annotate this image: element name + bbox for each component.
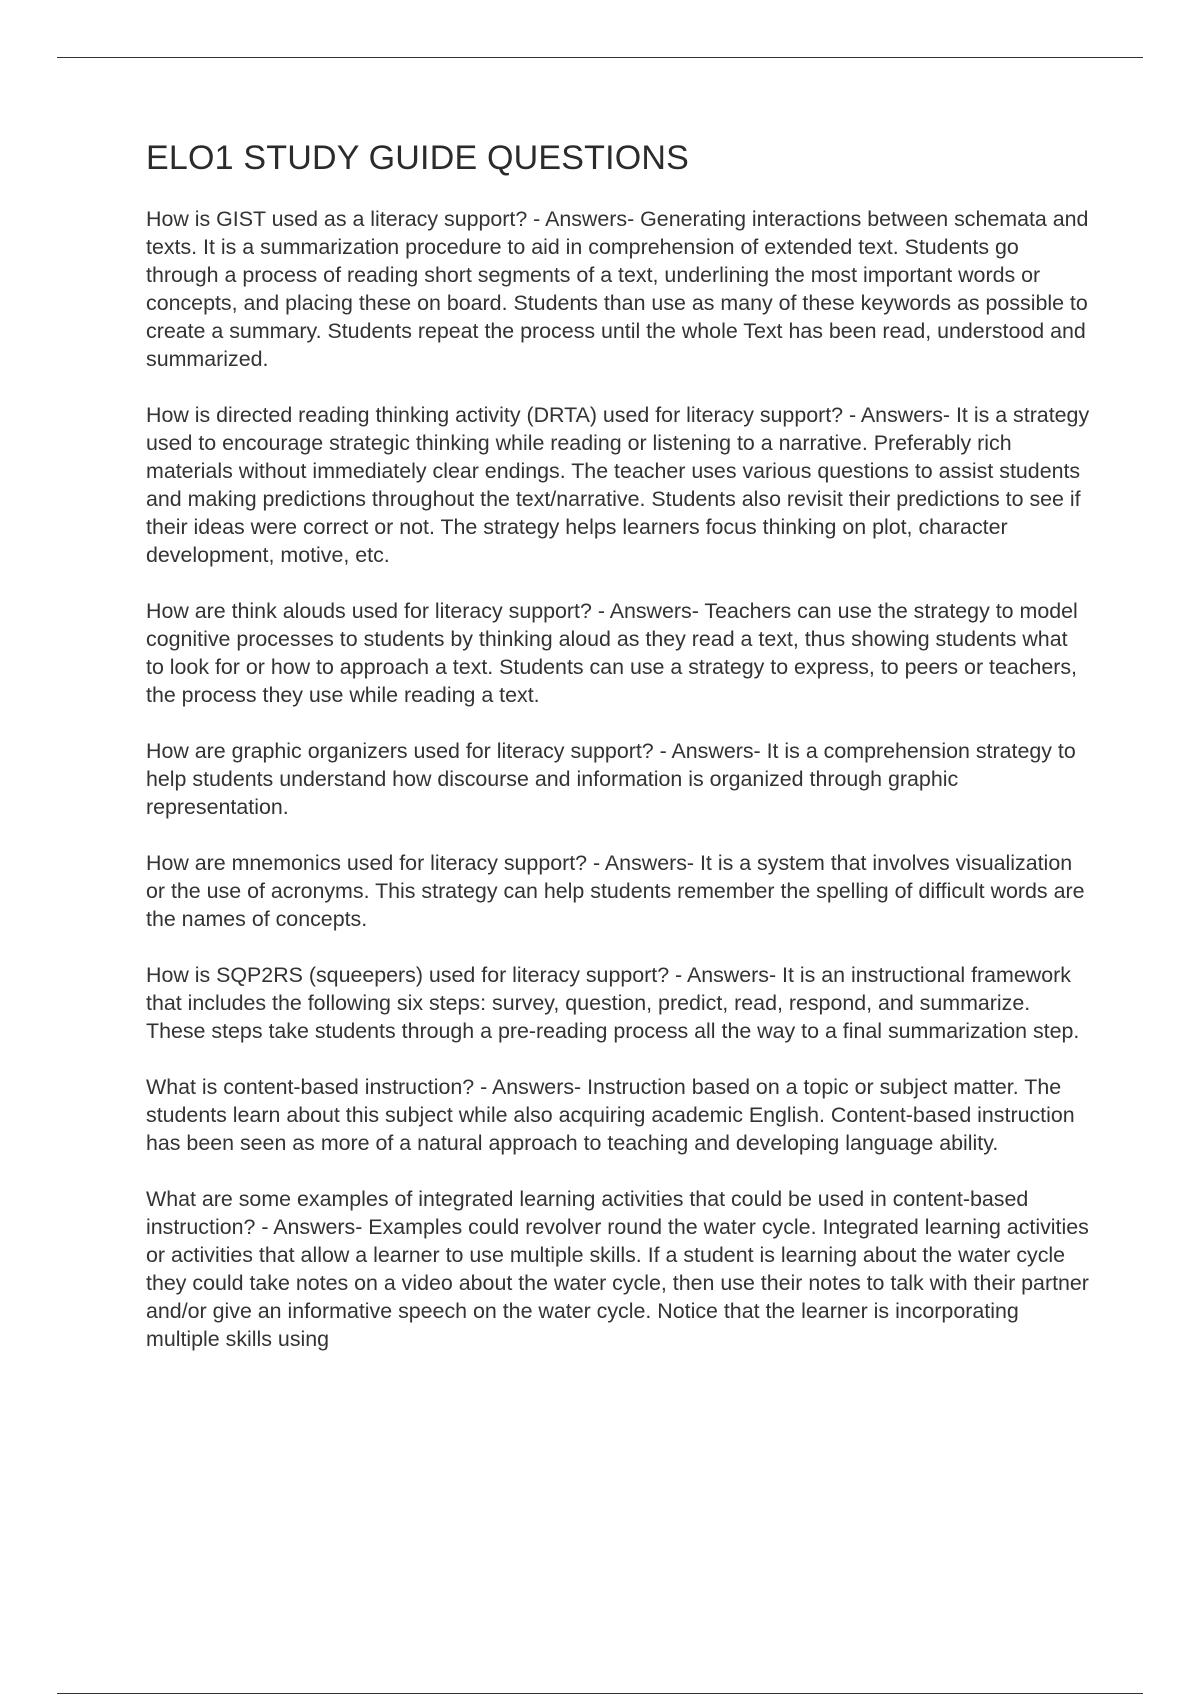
qa-entry-think-alouds: How are think alouds used for literacy support? - Answers- Teachers can use the strategy to model cognitive processes to students by thinking aloud as they read a text, thus showing students what to look for or how to approach a text. Students can use a strategy to express, to peers or teachers, the process they use while reading a text. xyxy=(146,598,1078,707)
qa-entry-integrated-learning: What are some examples of integrated learning activities that could be used in content-based instruction? - Answers- Examples could revolver round the water cycle. Integrated learning activities or activities that allow a learner to use multiple skills. If a student is learning about the water cycle they could take notes on a video about the water cycle, then use their notes to talk with their partner and/or give an informative speech on the water cycle. Notice that the learner is incorporating multiple skills using xyxy=(146,1186,1089,1351)
page-title: ELO1 STUDY GUIDE QUESTIONS xyxy=(146,139,690,177)
qa-entry-sqp2rs: How is SQP2RS (squeepers) used for literacy support? - Answers- It is an instructional framework that includes the following six steps: survey, question, predict, read, respond, and summarize. These steps take students through a pre-reading process all the way to a final summarization step. xyxy=(146,962,1080,1043)
qa-entry-mnemonics: How are mnemonics used for literacy support? - Answers- It is a system that involves visualization or the use of acronyms. This strategy can help students remember the spelling of difficult words are the names of concepts. xyxy=(146,850,1085,931)
top-divider xyxy=(57,57,1143,58)
qa-entry-content-based-instruction: What is content-based instruction? - Answers- Instruction based on a topic or subject matter. The students learn about this subject while also acquiring academic English. Content-based instruction has been seen as more of a natural approach to teaching and developing language ability. xyxy=(146,1074,1075,1155)
qa-entry-graphic-organizers: How are graphic organizers used for literacy support? - Answers- It is a comprehension strategy to help students understand how discourse and information is organized through graphic representation. xyxy=(146,738,1076,819)
bottom-divider xyxy=(57,1693,1143,1694)
document-body xyxy=(146,138,1091,1381)
qa-entry-drta: How is directed reading thinking activity (DRTA) used for literacy support? - Answers- It is a strategy used to encourage strategic thinking while reading or listening to a narrative. Preferably rich materials without immediately clear endings. The teacher uses various questions to assist students and making predictions throughout the text/narrative. Students also revisit their predictions to see if their ideas were correct or not. The strategy helps learners focus thinking on plot, character development, motive, etc. xyxy=(146,402,1090,567)
qa-entry-gist: How is GIST used as a literacy support? - Answers- Generating interactions between schemata and texts. It is a summarization procedure to aid in comprehension of extended text. Students go through a process of reading short segments of a text, underlining the most important words or concepts, and placing these on board. Students than use as many of these keywords as possible to create a summary. Students repeat the process until the whole Text has been read, understood and summarized. xyxy=(146,206,1089,371)
